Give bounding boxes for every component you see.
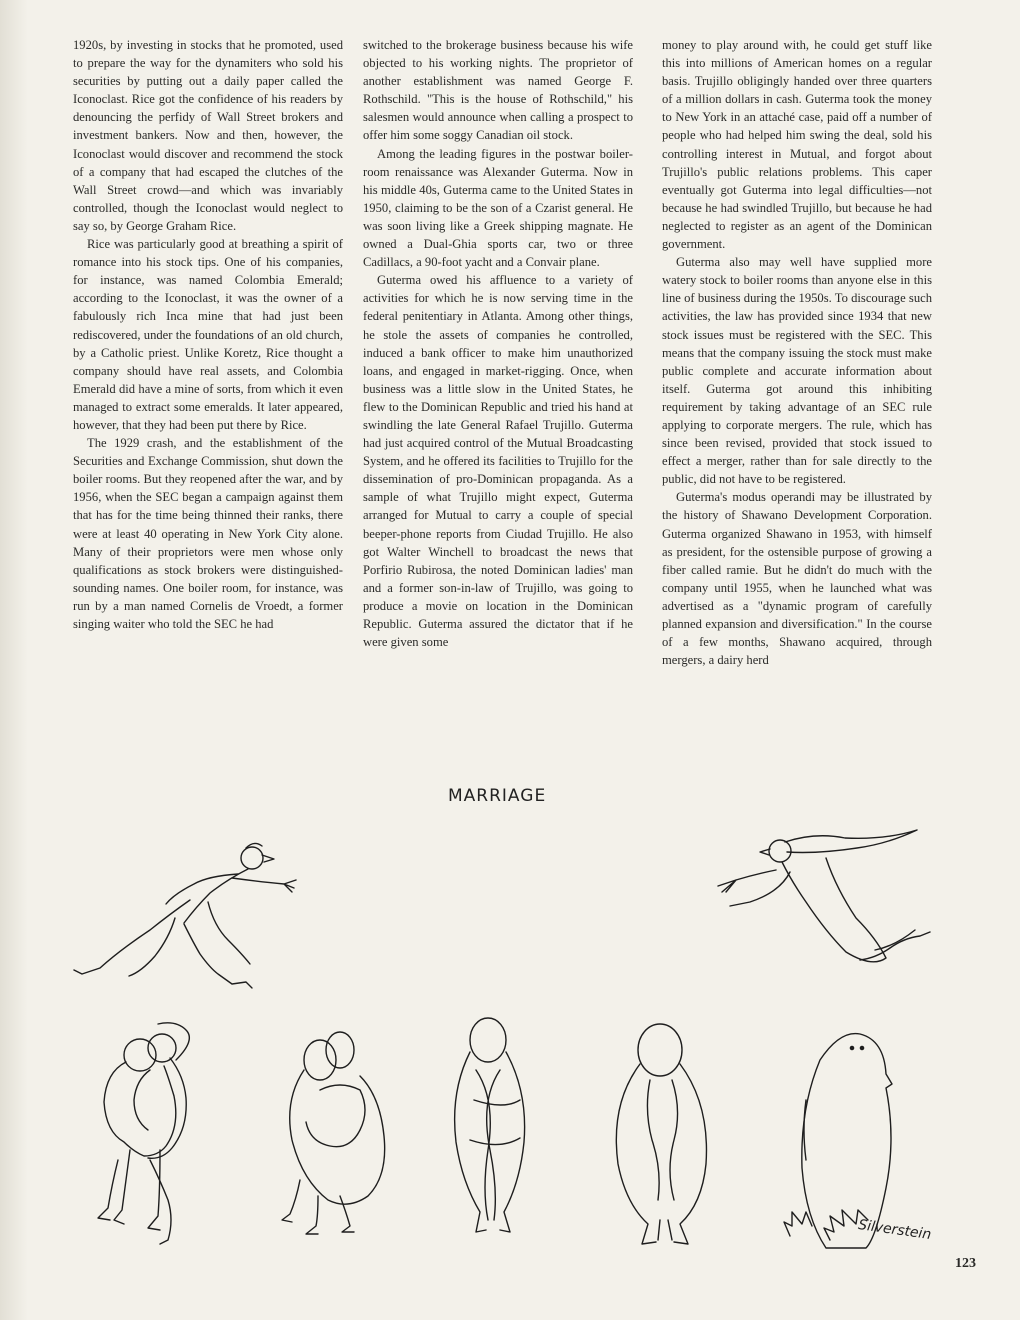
paragraph: money to play around with, he could get stuff like this into millions of American homes on a regular basis. Trujillo obligingly handed over three quarters of a million dollars in cash. Guterma took the money to New York in an attaché case, paid off a number of people who had helped him swing the deal, sold his controlling interest in Mutual, and forgot about Trujillo's public relations problems. This caper eventually got Guterma into legal difficulties—not because he had swindled Trujillo, but because he had neglected to register as an agent of the Dominican government. <box>662 38 932 252</box>
paragraph: Rice was particularly good at breathing a spirit of romance into his stock tips. One of his companies, for instance, was named Colombia Emerald; according to the Iconoclast, it was the owner of a fabulously rich Inca mine that had just been rediscovered, under the foundations of an old church, by a Catholic priest. Unlike Koretz, Rice thought a company should have real assets, and Colombia Emerald did have a mine of sorts, from which it even managed to extract some emeralds. It later appeared, however, that they had been put there by Rice. <box>73 237 343 432</box>
running-woman-drawing <box>718 830 930 962</box>
paragraph: switched to the brokerage business because his wife objected to his working nights. The proprietor of another establishment was named George F. Rothschild. "This is the house of Rothschild," his salesmen would announce when calling a prospect to offer him some soggy Canadian oil stock. <box>363 38 633 143</box>
paragraph: Guterma's modus operandi may be illustrated by the history of Shawano Development Corporation. Guterma organized Shawano in 1953, with himself as president, for the ostensible purpose of growing a fiber called ramie. But he didn't do much with the company until 1955, when he launched what was advertised as a "dynamic program of carefully planned expansion and diversification." In the course of a few months, Shawano acquired, through mergers, a dairy herd <box>662 490 932 668</box>
paragraph: The 1929 crash, and the establishment of the Securities and Exchange Commission, shut down the boiler rooms. But they reopened after the war, and by 1956, when the SEC began a campaign against them that has for the time being thinned their ranks, there were at least 40 operating in New York City alone. Many of their proprietors were men whose only qualifications as stock brokers were distinguished-sounding names. One boiler room, for instance, was run by a man named Cornelis de Vroedt, a former singing waiter who told the SEC he had <box>73 436 343 631</box>
paragraph: Guterma owed his affluence to a variety of activities for which he is now serving time in the federal penitentiary in Atlanta. Among other things, he stole the assets of companies he controlled, induced a bank officer to make him unauthorized loans, and engaged in market-rigging. Once, when business was a little slow in the United States, he flew to the Dominican Republic and tried his hand at swindling the late General Rafael Trujillo. Guterma had just acquired control of the Mutual Broadcasting System, and he offered its facilities to Trujillo for the dissemination of pro-Dominican propaganda. As a sample of what Trujillo might expect, Guterma arranged for Mutual to carry a couple of special beeper-phone reports from Ciudad Trujillo. He also got Walter Winchell to broadcast the news that Porfirio Rubirosa, the noted Dominican ladies' man and a former son-in-law of Trujillo, was going to produce a movie on location in the Dominican Republic. Guterma assured the dictator that if he were given some <box>363 273 633 650</box>
artist-signature: Silverstein <box>857 1216 933 1244</box>
couple-embrace-1-drawing <box>98 1023 189 1244</box>
couple-embrace-3-drawing <box>455 1018 525 1232</box>
paragraph: Guterma also may well have supplied more watery stock to boiler rooms than anyone else in this line of business during the 1950s. To discourage such activities, the law has provided since 1934 that new stock issues must be registered with the SEC. This means that the company issuing the stock must make public complete and accurate information about itself. Guterma got around this inhibiting requirement by taking advantage of an SEC rule applying to corporate mergers. The rule, which has since been revised, provided that stock issued to effect a merger, rather than for sale directly to the public, did not have to be registered. <box>662 255 932 487</box>
paragraph: 1920s, by investing in stocks that he promoted, used to prepare the way for the dynamiters who sold his securities by putting out a daily paper called the Iconoclast. Rice got the confidence of his readers by denouncing the perfidy of Wall Street brokers and investment bankers. Now and then, however, the Iconoclast would discover and recommend the stock of a company that had escaped the clutches of the Wall Street crowd—and which was invariably controlled, though the Iconoclast would neglect to say so, by George Graham Rice. <box>73 38 343 233</box>
page-number: 123 <box>955 1256 976 1271</box>
paragraph: Among the leading figures in the postwar boiler-room renaissance was Alexander Guterma. Now in his middle 40s, Guterma came to the United States in 1950, claiming to be the son of a Czarist general. He was soon living like a Greek shipping magnate. He owned a Dual-Ghia sports car, two or three Cadillacs, a 90-foot yacht and a Convair plane. <box>363 146 633 270</box>
cartoon-caption: MARRIAGE <box>448 786 547 806</box>
running-man-drawing <box>74 843 296 988</box>
couple-merge-4-drawing <box>616 1024 706 1244</box>
single-blob-figure-drawing <box>784 1034 892 1248</box>
couple-embrace-2-drawing <box>282 1032 385 1234</box>
